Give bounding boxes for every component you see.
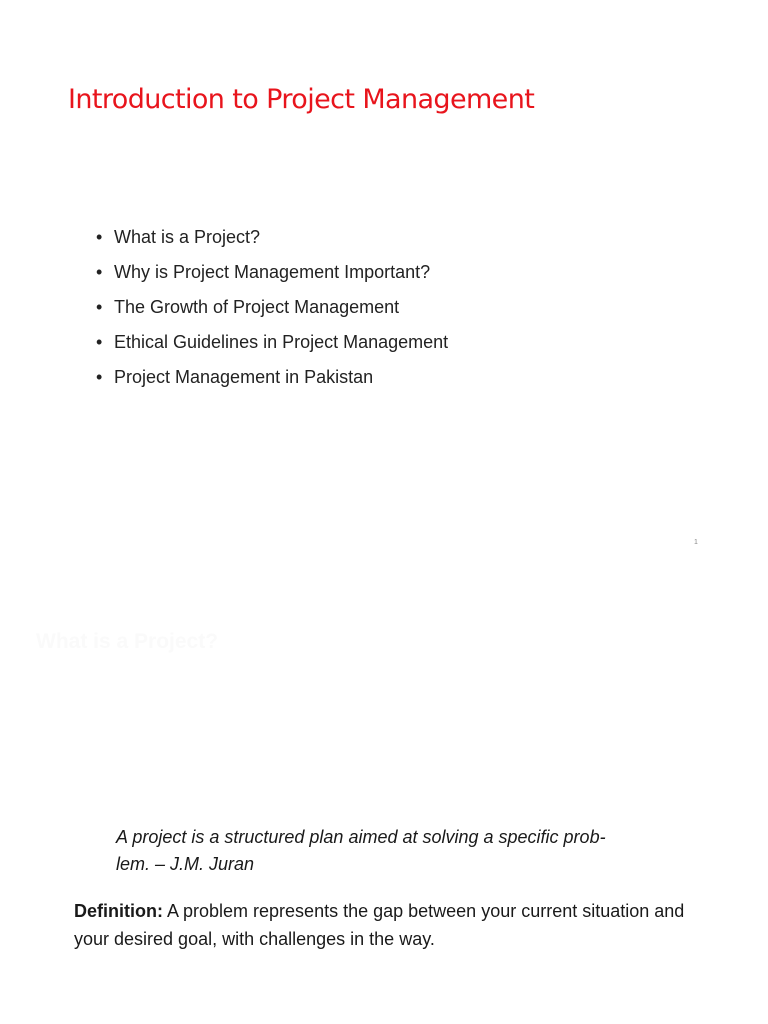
quote-line-1: A project is a structured plan aimed at solving a specific prob- [116, 827, 606, 847]
quote-line-2: lem. – J.M. Juran [116, 854, 255, 874]
agenda-item: • Ethical Guidelines in Project Management [96, 325, 448, 360]
section-heading: What is a Project? [36, 630, 219, 653]
agenda-item: • Why is Project Management Important? [96, 255, 448, 290]
quote [116, 824, 676, 878]
agenda-item: • Project Management in Pakistan [96, 360, 448, 395]
agenda-item: • What is a Project? [96, 220, 448, 255]
definition [74, 897, 714, 953]
definition-text: A problem represents the gap between your current situation and your desired goal, with challenges in the way. [74, 901, 685, 949]
agenda-item: • The Growth of Project Management [96, 290, 448, 325]
slide-number: 1 [694, 539, 698, 546]
agenda-list [96, 220, 448, 395]
slide-title: Introduction to Project Management [68, 84, 535, 115]
definition-label: Definition: [74, 901, 163, 921]
